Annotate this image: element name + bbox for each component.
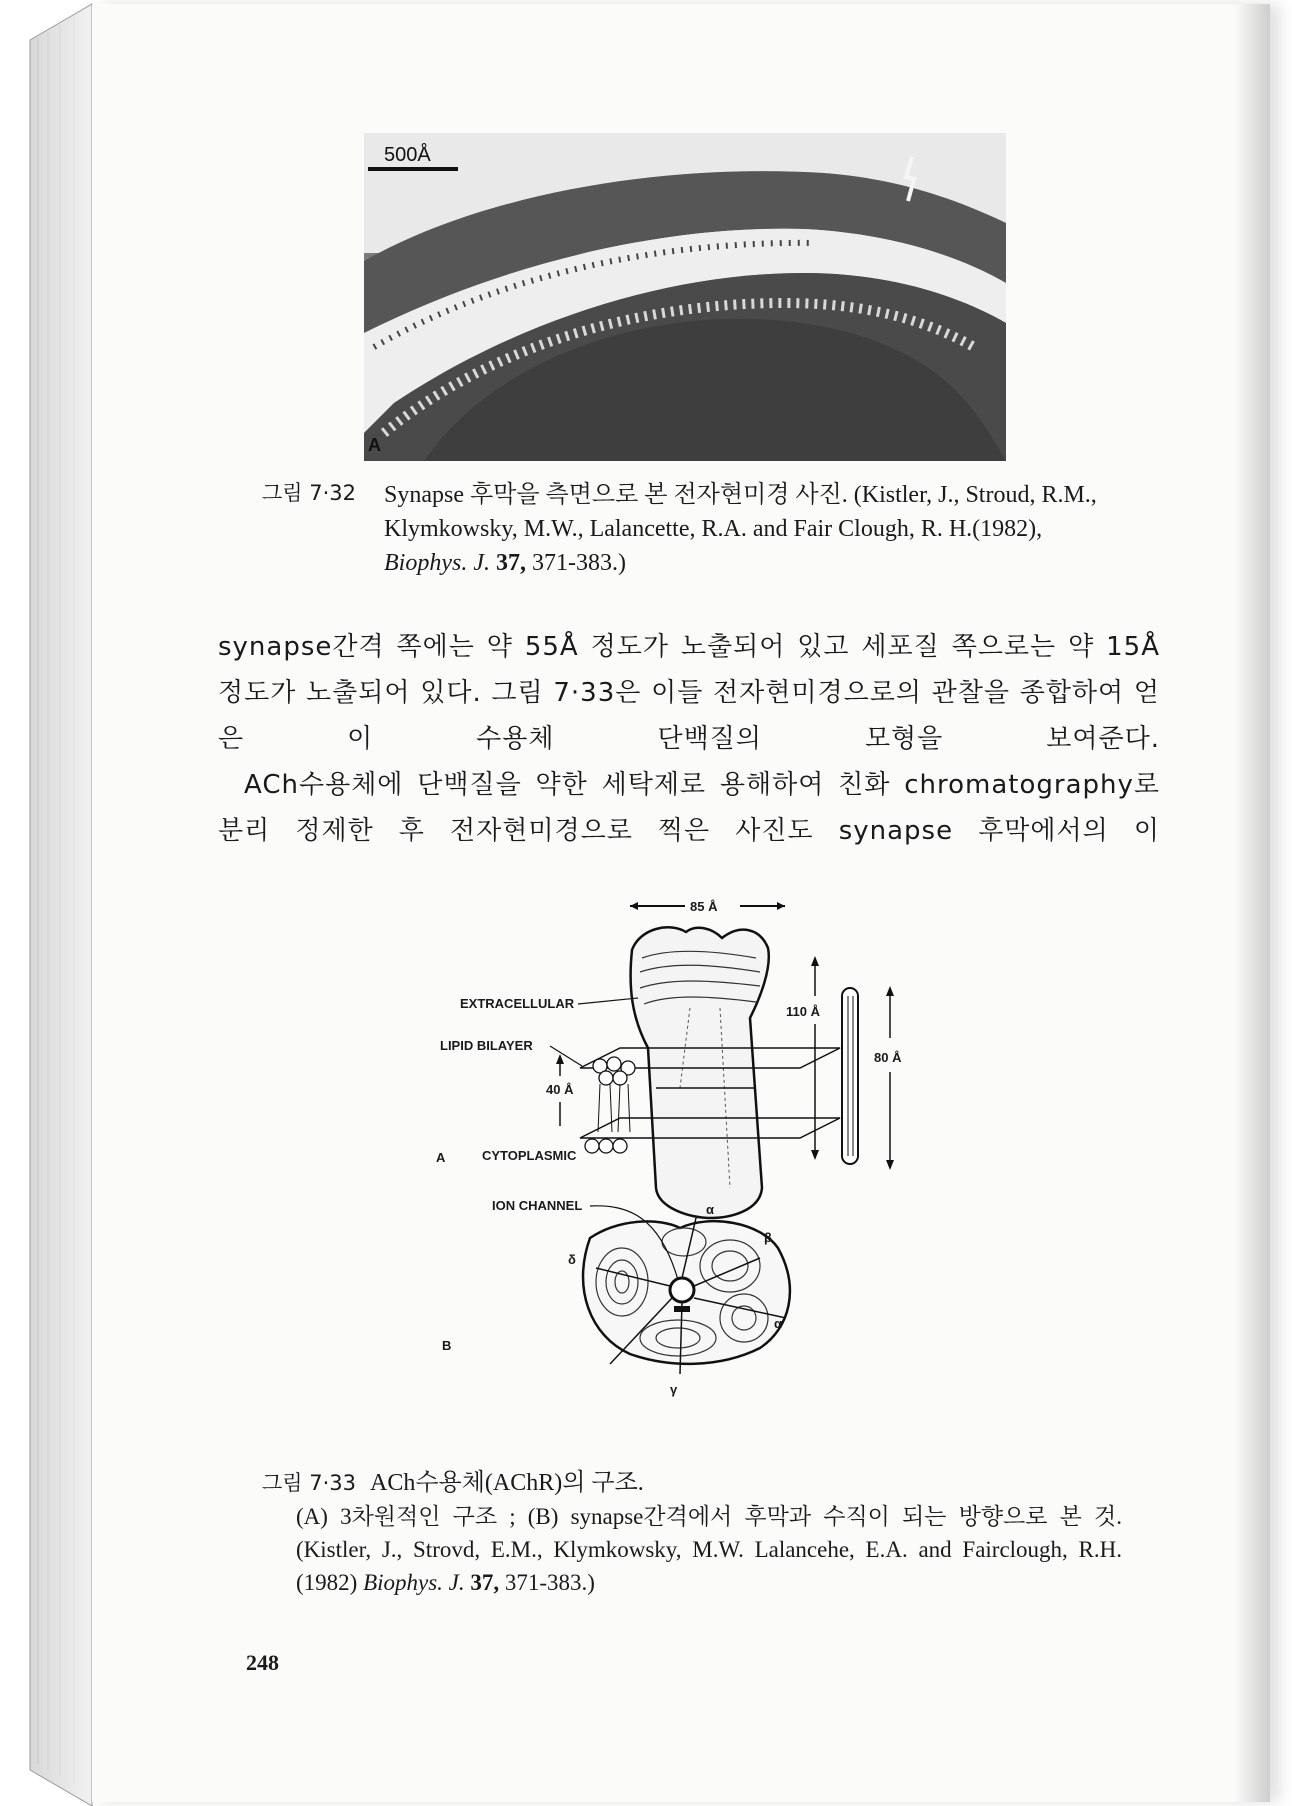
label-cytoplasmic: CYTOPLASMIC xyxy=(482,1148,577,1163)
dimension-110-label: 110 Å xyxy=(786,1004,820,1019)
label-extracellular: EXTRACELLULAR xyxy=(460,996,575,1011)
figure-number-2: 그림 7·33 xyxy=(262,1471,357,1495)
body-text xyxy=(218,624,1160,854)
micrograph-photo xyxy=(364,133,1006,461)
caption-volume-2: 37, xyxy=(470,1570,500,1595)
page-number: 248 xyxy=(246,1650,279,1675)
scale-bar-label: 500Å xyxy=(384,144,431,166)
figure-caption-7-33 xyxy=(262,1466,1122,1599)
micrograph-image xyxy=(364,133,1006,461)
caption-pages-2: 371-383.) xyxy=(504,1570,595,1595)
dimension-40-label: 40 Å xyxy=(546,1082,574,1097)
scale-rod xyxy=(842,988,858,1164)
caption-text: Synapse 후막을 측면으로 본 전자현미경 사진. (Kistler, J., Stroud, R.M., Klymkowsky, M.W., Lalancette, R.A. and Fair Clough, R. H.(1982), xyxy=(384,482,1097,542)
subunit-alpha-top: α xyxy=(706,1202,714,1217)
label-ion-channel: ION CHANNEL xyxy=(492,1198,583,1213)
subunit-gamma: γ xyxy=(670,1382,678,1397)
dimension-80-label: 80 Å xyxy=(874,1050,902,1065)
caption-pages: 371-383.) xyxy=(531,550,626,576)
caption-text-2: (A) 3차원적인 구조 ; (B) synapse간격에서 후막과 수직이 되는 방향으로 본 것. (Kistler, J., Strovd, E.M., Klymkowsky, M.W. Lalancehe, E.A. and Fairclough, R.H.(1982) xyxy=(296,1504,1122,1595)
panel-label-a: A xyxy=(368,435,381,455)
subunit-delta: δ xyxy=(568,1252,576,1267)
figure-caption-7-32 xyxy=(262,478,1122,580)
panel-label-b: B xyxy=(442,1338,452,1353)
receptor-body xyxy=(631,927,769,1218)
dimension-85-label: 85 Å xyxy=(690,899,718,914)
subunit-alpha-right: α xyxy=(774,1316,782,1331)
panel-label-a2: A xyxy=(436,1150,446,1165)
achr-structure-diagram xyxy=(436,888,1020,1448)
page-shadow xyxy=(1234,4,1270,1802)
caption-volume: 37, xyxy=(495,550,526,576)
paragraph-2: ACh수용체에 단백질을 약한 세탁제로 용해하여 친화 chromatography로 분리 정제한 후 전자현미경으로 찍은 사진도 synapse 후막에서의 이 xyxy=(218,770,1160,846)
book-page-edges xyxy=(30,0,96,1806)
figure-number: 그림 7·32 xyxy=(262,481,357,505)
label-lipid-bilayer: LIPID BILAYER xyxy=(440,1038,533,1053)
caption-title: ACh수용체(AChR)의 구조. xyxy=(370,1470,644,1496)
ion-channel-pore xyxy=(670,1278,694,1302)
subunit-beta: β xyxy=(764,1230,772,1245)
caption-journal: Biophys. J. xyxy=(384,550,490,576)
caption-journal-2: Biophys. J. xyxy=(363,1570,465,1595)
paragraph-1: synapse간격 쪽에는 약 55Å 정도가 노출되어 있고 세포질 쪽으로는 약 15Å 정도가 노출되어 있다. 그림 7·33은 이들 전자현미경으로의 관찰을 종합하여 얻은 이 수용체 단백질의 모형을 보여준다. xyxy=(218,632,1160,754)
